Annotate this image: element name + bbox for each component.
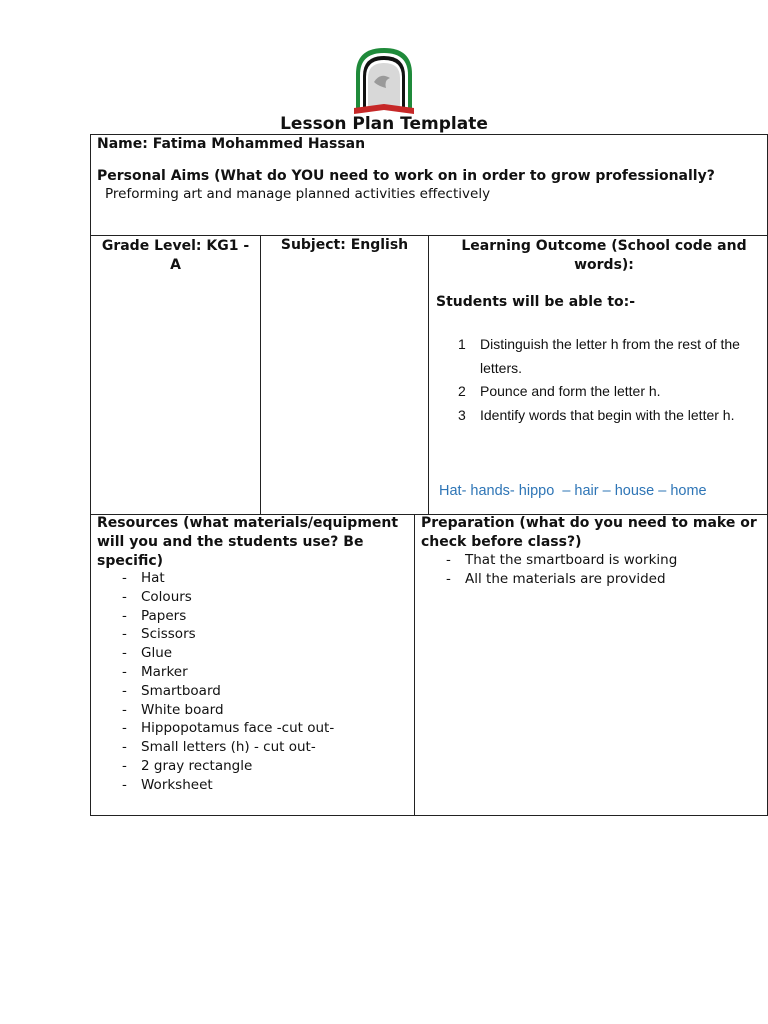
- target-words: Hat- hands- hippo – hair – house – home: [439, 483, 707, 499]
- outcome-list: [436, 333, 757, 427]
- personal-aims-text: Preforming art and manage planned activities effectively: [105, 186, 491, 202]
- list-item: - Smartboard: [97, 682, 410, 701]
- list-item: - Hippopotamus face -cut out-: [97, 719, 410, 738]
- grade-level-cell: [90, 235, 261, 515]
- personal-aims-label: Personal Aims (What do YOU need to work on in order to grow professionally?: [97, 168, 715, 184]
- resources-label: Resources (what materials/equipment will you and the students use? Be specific): [97, 515, 399, 569]
- preparation-cell: [414, 514, 768, 816]
- list-item: - That the smartboard is working: [421, 551, 763, 570]
- subject-label: Subject: English: [280, 237, 409, 253]
- list-item: - Glue: [97, 644, 410, 663]
- learning-outcome-label: Learning Outcome (School code and words):: [461, 238, 747, 273]
- outcome-item: 3 Identify words that begin with the letter h.: [458, 406, 735, 423]
- grade-level-label: Grade Level: KG1 - A: [101, 238, 250, 273]
- list-item: - 2 gray rectangle: [97, 757, 410, 776]
- list-item: - Hat: [97, 569, 410, 588]
- list-item: - Worksheet: [97, 776, 410, 795]
- list-item: - Marker: [97, 663, 410, 682]
- learning-outcome-cell: [428, 235, 768, 515]
- list-item: - Scissors: [97, 625, 410, 644]
- list-item: - Colours: [97, 588, 410, 607]
- outcome-intro: Students will be able to:-: [436, 294, 636, 310]
- resources-cell: [90, 514, 415, 816]
- subject-cell: [260, 235, 429, 515]
- school-emblem-icon: [350, 44, 418, 116]
- teacher-info-cell: [90, 134, 768, 236]
- outcome-item: 1 Distinguish the letter h from the rest of the letters.: [458, 336, 740, 376]
- list-item: - White board: [97, 701, 410, 720]
- preparation-label: Preparation (what do you need to make or check before class?): [421, 515, 757, 550]
- preparation-list: [421, 551, 763, 589]
- teacher-name: Name: Fatima Mohammed Hassan: [97, 136, 366, 152]
- outcome-item: 2 Pounce and form the letter h.: [458, 383, 661, 399]
- list-item: - Small letters (h) - cut out-: [97, 738, 410, 757]
- list-item: - Papers: [97, 607, 410, 626]
- page-title: Lesson Plan Template: [280, 114, 488, 134]
- resources-list: [97, 569, 410, 795]
- list-item: - All the materials are provided: [421, 570, 763, 589]
